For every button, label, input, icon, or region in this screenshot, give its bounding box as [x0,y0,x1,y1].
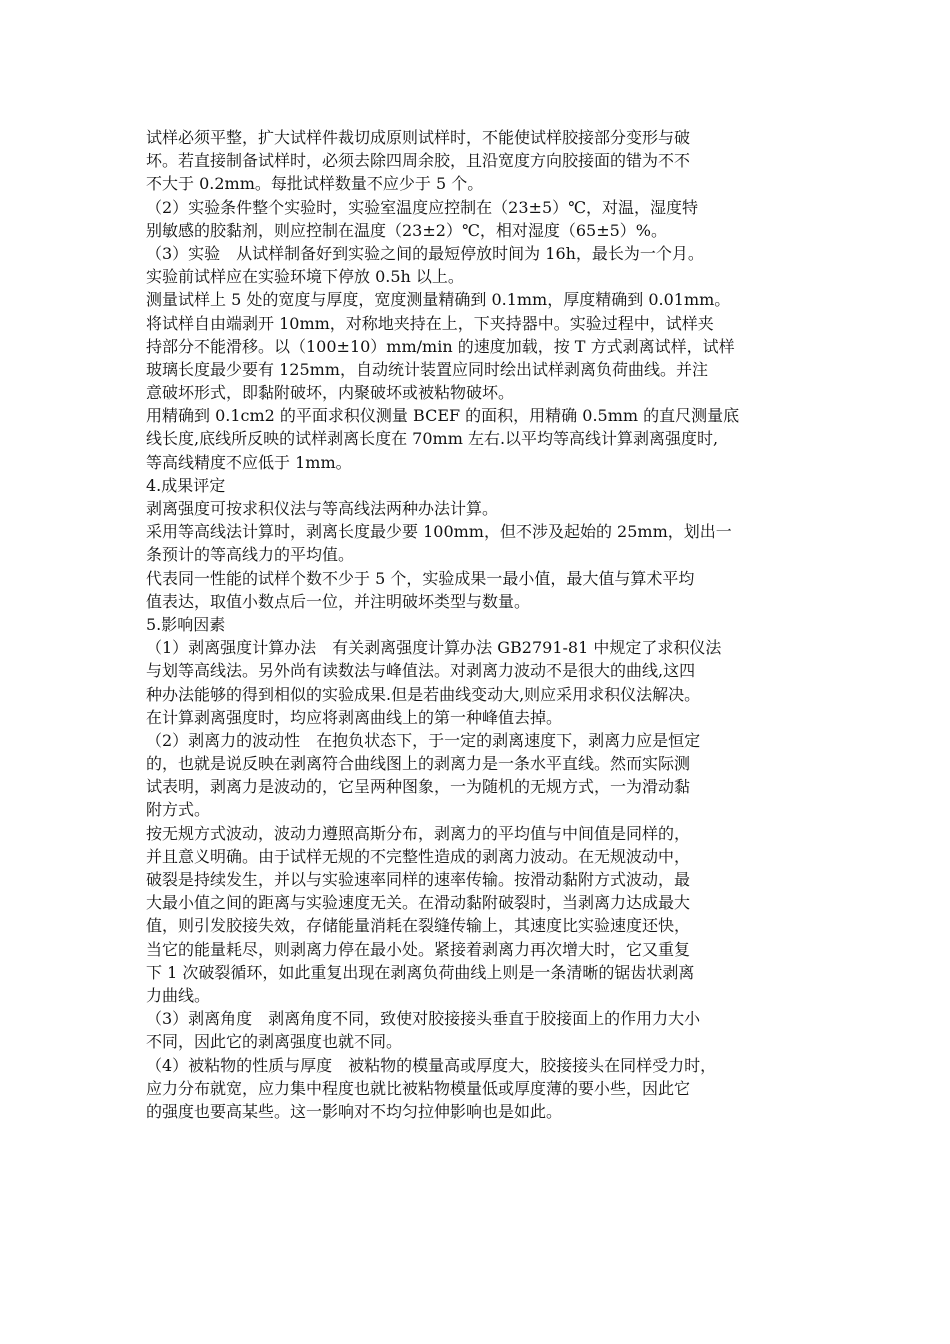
text-line: 玻璃长度最少要有 125mm，自动统计装置应同时绘出试样剥离负荷曲线。并注 [146,359,708,379]
text-line: 试样必须平整，扩大试样件裁切成原则试样时，不能使试样胶接部分变形与破 [146,128,691,147]
text-line: 等高线精度不应低于 1mm。 [146,452,352,472]
text-line: 按无规方式波动，波动力遵照高斯分布，剥离力的平均值与中间值是同样的， [146,823,691,843]
text-line: 当它的能量耗尽，则剥离力停在最小处。紧接着剥离力再次增大时，它又重复 [146,939,691,959]
text-line: （2）实验条件整个实验时，实验室温度应控制在（23±5）℃，对温，湿度特 [146,197,699,217]
text-line: 在计算剥离强度时，均应将剥离曲线上的第一种峰值去掉。 [146,707,563,727]
text-line: 大最小值之间的距离与实验速度无关。在滑动黏附破裂时，当剥离力达成最大 [146,893,691,913]
text-line: 5.影响因素 [146,614,226,634]
text-line: 将试样自由端剥开 10mm，对称地夹持在上，下夹持器中。实验过程中，试样夹 [146,313,714,333]
text-line: 代表同一性能的试样个数不少于 5 个，实验成果一最小值，最大值与算术平均 [146,568,695,588]
text-line: 破裂是持续发生，并以与实验速率同样的速率传输。按滑动黏附方式波动，最 [146,870,691,889]
text-line: 并且意义明确。由于试样无规的不完整性造成的剥离力波动。在无规波动中， [146,846,691,866]
text-line: 附方式。 [146,800,211,820]
text-line: 意破坏形式，即黏附破坏，内聚破坏或被粘物破坏。 [146,383,515,403]
text-line: 测量试样上 5 处的宽度与厚度，宽度测量精确到 0.1mm，厚度精确到 0.01mm。 [146,290,731,310]
text-line: （1）剥离强度计算办法 有关剥离强度计算办法 GB2791-81 中规定了求积仪法 [146,638,722,658]
document-page [146,126,826,1123]
text-line: 坏。若直接制备试样时，必须去除四周余胶，且沿宽度方向胶接面的错为不不 [146,151,691,171]
text-line: 条预计的等高线力的平均值。 [146,545,355,565]
text-line: 剥离强度可按求积仪法与等高线法两种办法计算。 [146,499,499,518]
text-line: 与划等高线法。另外尚有读数法与峰值法。对剥离力波动不是很大的曲线,这四 [146,661,696,681]
text-line: 的，也就是说反映在剥离符合曲线图上的剥离力是一条水平直线。然而实际测 [146,754,691,774]
text-line: 别敏感的胶黏剂，则应控制在温度（23±2）℃，相对湿度（65±5）%。 [146,220,667,240]
text-line: 不大于 0.2mm。每批试样数量不应少于 5 个。 [146,174,484,194]
text-line: 不同，因此它的剥离强度也就不同。 [146,1032,403,1052]
text-line: 应力分布就宽，应力集中程度也就比被粘物模量低或厚度薄的要小些，因此它 [146,1078,691,1098]
text-line: 种办法能够的得到相似的实验成果.但是若曲线变动大,则应采用求积仪法解决。 [146,684,701,704]
text-line: （3）剥离角度 剥离角度不同，致使对胶接接头垂直于胶接面上的作用力大小 [146,1009,701,1029]
text-line: 4.成果评定 [146,475,226,495]
text-line: 的强度也要高某些。这一影响对不均匀拉伸影响也是如此。 [146,1101,563,1121]
text-line: 持部分不能滑移。以（100±10）mm/min 的速度加载，按 T 方式剥离试样，试样 [146,336,735,356]
text-line: 线长度,底线所反映的试样剥离长度在 70mm 左右.以平均等高线计算剥离强度时, [146,429,719,449]
text-line: （4）被粘物的性质与厚度 被粘物的模量高或厚度大，胶接接头在同样受力时， [146,1055,717,1075]
text-line: 值表达，取值小数点后一位，并注明破坏类型与数量。 [146,591,531,611]
text-line: 值，则引发胶接失效，存储能量消耗在裂缝传输上，其速度比实验速度还快， [146,916,691,936]
text-line: 试表明，剥离力是波动的，它呈两种图象，一为随机的无规方式，一为滑动黏 [146,777,691,797]
text-line: （3）实验 从试样制备好到实验之间的最短停放时间为 16h，最长为一个月。 [146,243,704,263]
text-line: 采用等高线法计算时，剥离长度最少要 100mm，但不涉及起始的 25mm，划出一 [146,522,732,542]
text-line: 下 1 次破裂循环，如此重复出现在剥离负荷曲线上则是一条清晰的锯齿状剥离 [146,962,695,982]
text-line: 实验前试样应在实验环境下停放 0.5h 以上。 [146,267,464,287]
text-line: 力曲线。 [146,985,211,1005]
text-line: （2）剥离力的波动性 在抱负状态下，于一定的剥离速度下，剥离力应是恒定 [146,730,701,750]
text-line: 用精确到 0.1cm2 的平面求积仪测量 BCEF 的面积，用精确 0.5mm 的直尺测量底 [146,406,740,426]
